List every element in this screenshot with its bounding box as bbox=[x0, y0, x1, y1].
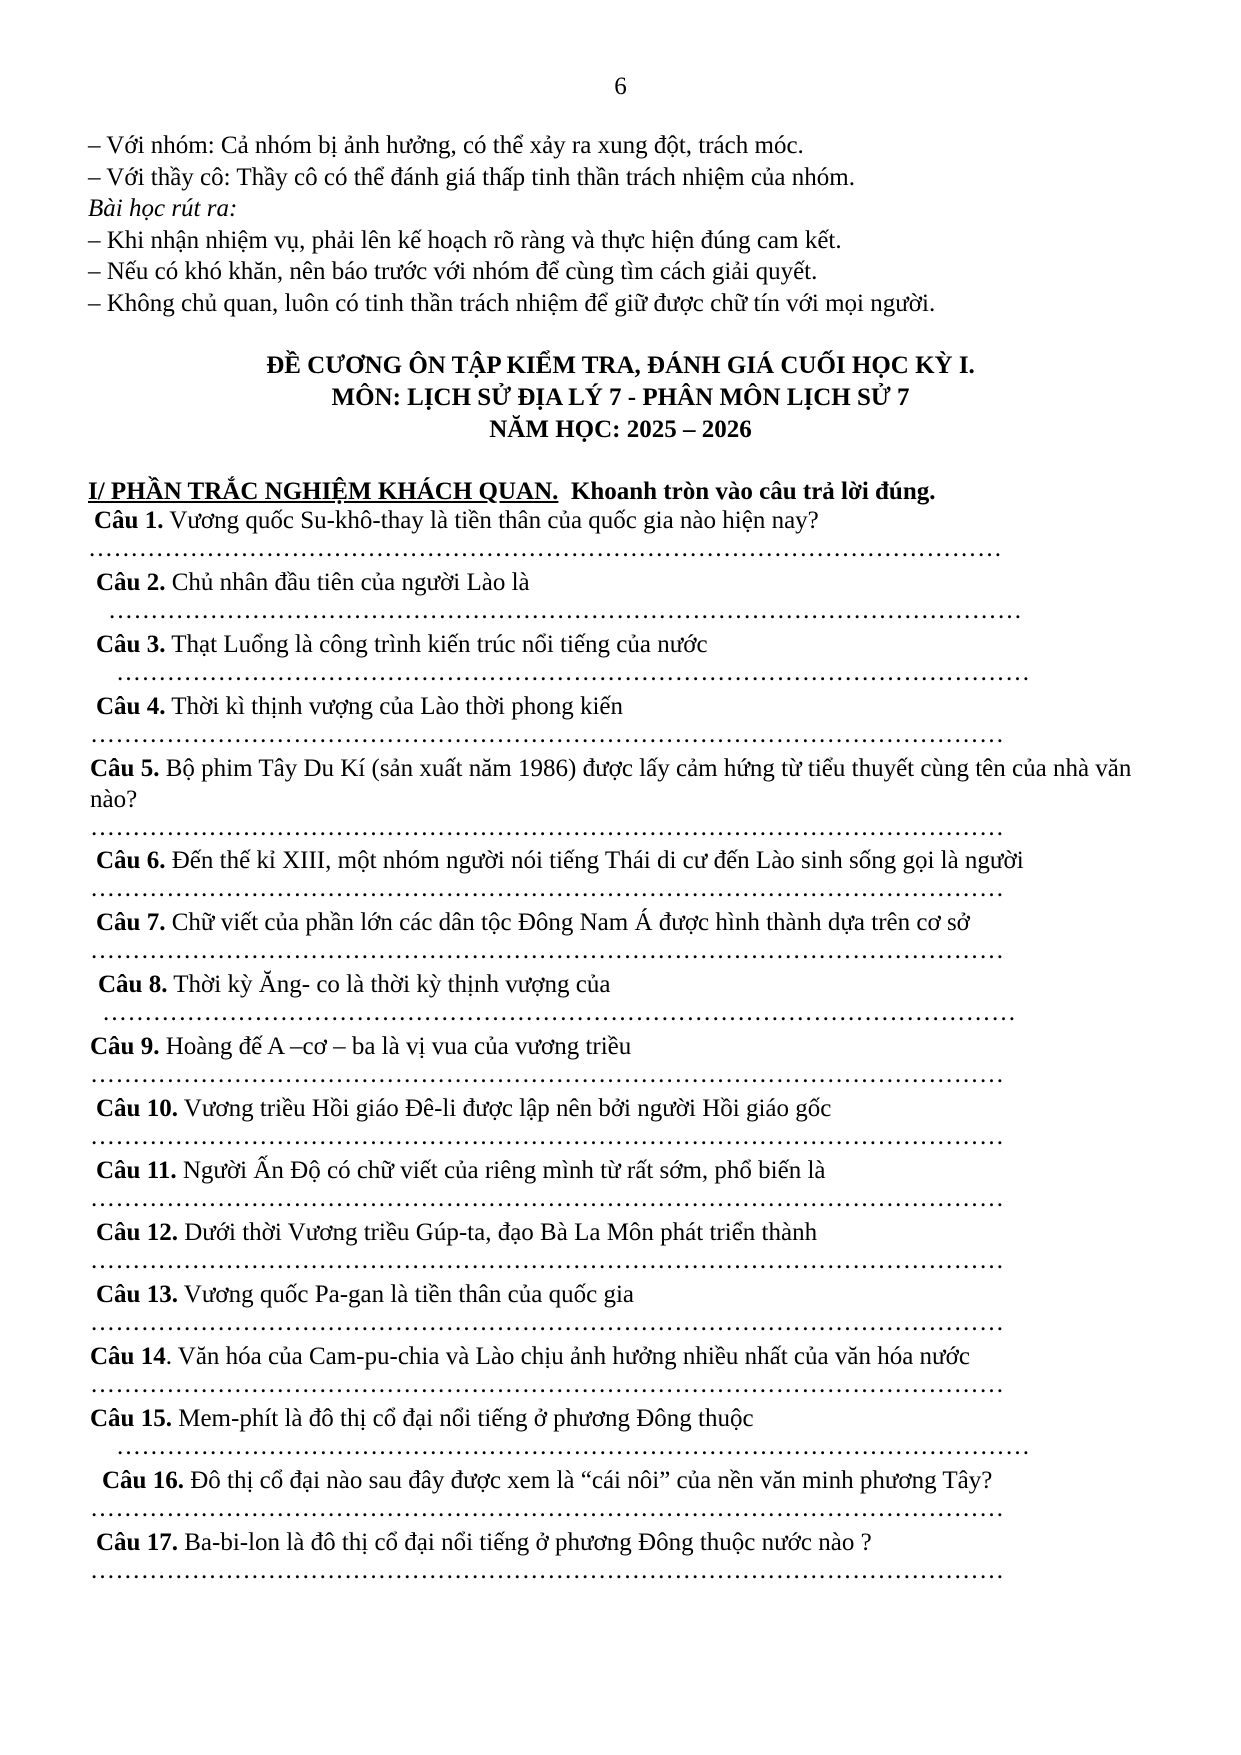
question-text: Dưới thời Vương triều Gúp-ta, đạo Bà La Môn phát triển thành bbox=[177, 1219, 818, 1246]
question-3 bbox=[96, 629, 1196, 686]
question-6 bbox=[90, 845, 1196, 902]
question-text: Ba-bi-lon là đô thị cổ đại nổi tiếng ở phương Đông thuộc nước nào ? bbox=[177, 1529, 872, 1556]
page-number: 6 bbox=[614, 73, 627, 100]
section-title: I/ PHẦN TRẮC NGHIỆM KHÁCH QUAN. bbox=[88, 478, 559, 505]
question-11 bbox=[90, 1155, 1196, 1212]
question-text: Đến thế kỉ XIII, một nhóm người nói tiếng Thái di cư đến Lào sinh sống gọi là người bbox=[165, 847, 1024, 874]
question-number: Câu 8. bbox=[98, 971, 168, 998]
question-text: Thời kỳ Ăng- co là thời kỳ thịnh vượng của bbox=[167, 971, 611, 998]
answer-line[interactable]: ……………………………………………………………………………………………… bbox=[90, 1062, 1005, 1088]
question-text: Thời kì thịnh vượng của Lào thời phong kiến bbox=[165, 693, 624, 720]
question-number: Câu 14 bbox=[90, 1343, 166, 1370]
question-10 bbox=[90, 1093, 1196, 1150]
lesson-line: – Không chủ quan, luôn có tinh thần trách nhiệm để giữ được chữ tín với mọi người. bbox=[88, 289, 936, 317]
question-text: Vương quốc Su-khô-thay là tiền thân của quốc gia nào hiện nay? bbox=[163, 507, 819, 534]
question-14 bbox=[90, 1341, 1190, 1398]
answer-line[interactable]: ……………………………………………………………………………………………… bbox=[108, 598, 1023, 624]
answer-line[interactable]: ……………………………………………………………………………………………… bbox=[90, 1124, 1005, 1150]
section-instruction: Khoanh tròn vào câu trả lời đúng. bbox=[570, 478, 936, 505]
answer-line[interactable]: ……………………………………………………………………………………………… bbox=[102, 1000, 1017, 1026]
question-number: Câu 17. bbox=[96, 1529, 178, 1556]
answer-line[interactable]: ……………………………………………………………………………………………… bbox=[90, 722, 1005, 748]
lesson-label: Bài học rút ra: bbox=[88, 195, 238, 222]
title-line-1: ĐỀ CƯƠNG ÔN TẬP KIỂM TRA, ĐÁNH GIÁ CUỐI HỌC KỲ I. bbox=[266, 352, 975, 379]
question-number: Câu 11. bbox=[96, 1157, 177, 1184]
question-number: Câu 15. bbox=[90, 1405, 172, 1432]
answer-line[interactable]: ……………………………………………………………………………………………… bbox=[88, 536, 1003, 562]
question-17 bbox=[90, 1527, 1196, 1584]
answer-line[interactable]: ……………………………………………………………………………………………… bbox=[116, 660, 1031, 686]
question-1 bbox=[88, 505, 1194, 562]
lesson-line: – Nếu có khó khăn, nên báo trước với nhóm để cùng tìm cách giải quyết. bbox=[88, 258, 818, 285]
lesson-line: – Khi nhận nhiệm vụ, phải lên kế hoạch rõ ràng và thực hiện đúng cam kết. bbox=[88, 226, 842, 254]
question-text: Thạt Luổng là công trình kiến trúc nổi tiếng của nước bbox=[165, 631, 708, 658]
section-heading bbox=[88, 477, 936, 507]
question-15 bbox=[90, 1403, 1190, 1460]
question-text: . Văn hóa của Cam-pu-chia và Lào chịu ảnh hưởng nhiều nhất của văn hóa nước bbox=[165, 1343, 970, 1370]
question-number: Câu 1. bbox=[94, 507, 164, 534]
question-number: Câu 7. bbox=[96, 909, 166, 936]
answer-line[interactable]: ……………………………………………………………………………………………… bbox=[90, 1186, 1005, 1212]
answer-line[interactable]: ……………………………………………………………………………………………… bbox=[90, 938, 1005, 964]
question-number: Câu 16. bbox=[102, 1467, 184, 1494]
question-8 bbox=[98, 969, 1198, 1026]
answer-line[interactable]: ……………………………………………………………………………………………… bbox=[90, 1496, 1005, 1522]
answer-line[interactable]: ……………………………………………………………………………………………… bbox=[90, 1558, 1005, 1584]
question-text: Hoàng đế A –cơ – ba là vị vua của vương triều bbox=[159, 1033, 632, 1060]
answer-line[interactable]: ……………………………………………………………………………………………… bbox=[90, 815, 1005, 841]
question-7 bbox=[90, 907, 1196, 964]
question-number: Câu 3. bbox=[96, 631, 166, 658]
question-text: Mem-phít là đô thị cổ đại nổi tiếng ở phương Đông thuộc bbox=[171, 1405, 754, 1432]
question-text: Vương quốc Pa-gan là tiền thân của quốc gia bbox=[177, 1281, 635, 1308]
question-number: Câu 5. bbox=[90, 755, 160, 782]
question-text: Vương triều Hồi giáo Đê-li được lập nên bởi người Hồi giáo gốc bbox=[177, 1095, 832, 1122]
question-13 bbox=[90, 1279, 1196, 1336]
question-text: Chủ nhân đầu tiên của người Lào là bbox=[165, 569, 530, 596]
question-text: Người Ấn Độ có chữ viết của riêng mình từ rất sớm, phổ biến là bbox=[176, 1157, 826, 1184]
question-5 bbox=[90, 753, 1190, 841]
question-number: Câu 12. bbox=[96, 1219, 178, 1246]
question-text: Bộ phim Tây Du Kí (sản xuất năm 1986) được lấy cảm hứng từ tiểu thuyết cùng tên của nhà văn nào? bbox=[90, 755, 1132, 813]
question-text: Chữ viết của phần lớn các dân tộc Đông Nam Á được hình thành dựa trên cơ sở bbox=[165, 909, 970, 936]
intro-line: – Với nhóm: Cả nhóm bị ảnh hưởng, có thể xảy ra xung đột, trách móc. bbox=[88, 132, 804, 159]
question-9 bbox=[90, 1031, 1190, 1088]
question-12 bbox=[90, 1217, 1196, 1274]
question-number: Câu 9. bbox=[90, 1033, 160, 1060]
question-number: Câu 13. bbox=[96, 1281, 178, 1308]
question-number: Câu 10. bbox=[96, 1095, 178, 1122]
title-line-3: NĂM HỌC: 2025 – 2026 bbox=[489, 416, 752, 443]
answer-line[interactable]: ……………………………………………………………………………………………… bbox=[116, 1434, 1031, 1460]
answer-line[interactable]: ……………………………………………………………………………………………… bbox=[90, 1372, 1005, 1398]
question-number: Câu 4. bbox=[96, 693, 166, 720]
answer-line[interactable]: ……………………………………………………………………………………………… bbox=[90, 1310, 1005, 1336]
intro-section bbox=[88, 130, 1168, 319]
question-number: Câu 2. bbox=[96, 569, 166, 596]
answer-line[interactable]: ……………………………………………………………………………………………… bbox=[90, 876, 1005, 902]
document-title bbox=[0, 350, 1241, 446]
question-text: Đô thị cổ đại nào sau đây được xem là “cái nôi” của nền văn minh phương Tây? bbox=[183, 1467, 993, 1494]
question-2 bbox=[96, 567, 1196, 624]
question-4 bbox=[90, 691, 1196, 748]
question-16 bbox=[90, 1465, 1202, 1522]
question-number: Câu 6. bbox=[96, 847, 166, 874]
title-line-2: MÔN: LỊCH SỬ ĐỊA LÝ 7 - PHÂN MÔN LỊCH SỬ 7 bbox=[331, 384, 910, 411]
intro-line: – Với thầy cô: Thầy cô có thể đánh giá thấp tinh thần trách nhiệm của nhóm. bbox=[88, 163, 855, 191]
answer-line[interactable]: ……………………………………………………………………………………………… bbox=[90, 1248, 1005, 1274]
